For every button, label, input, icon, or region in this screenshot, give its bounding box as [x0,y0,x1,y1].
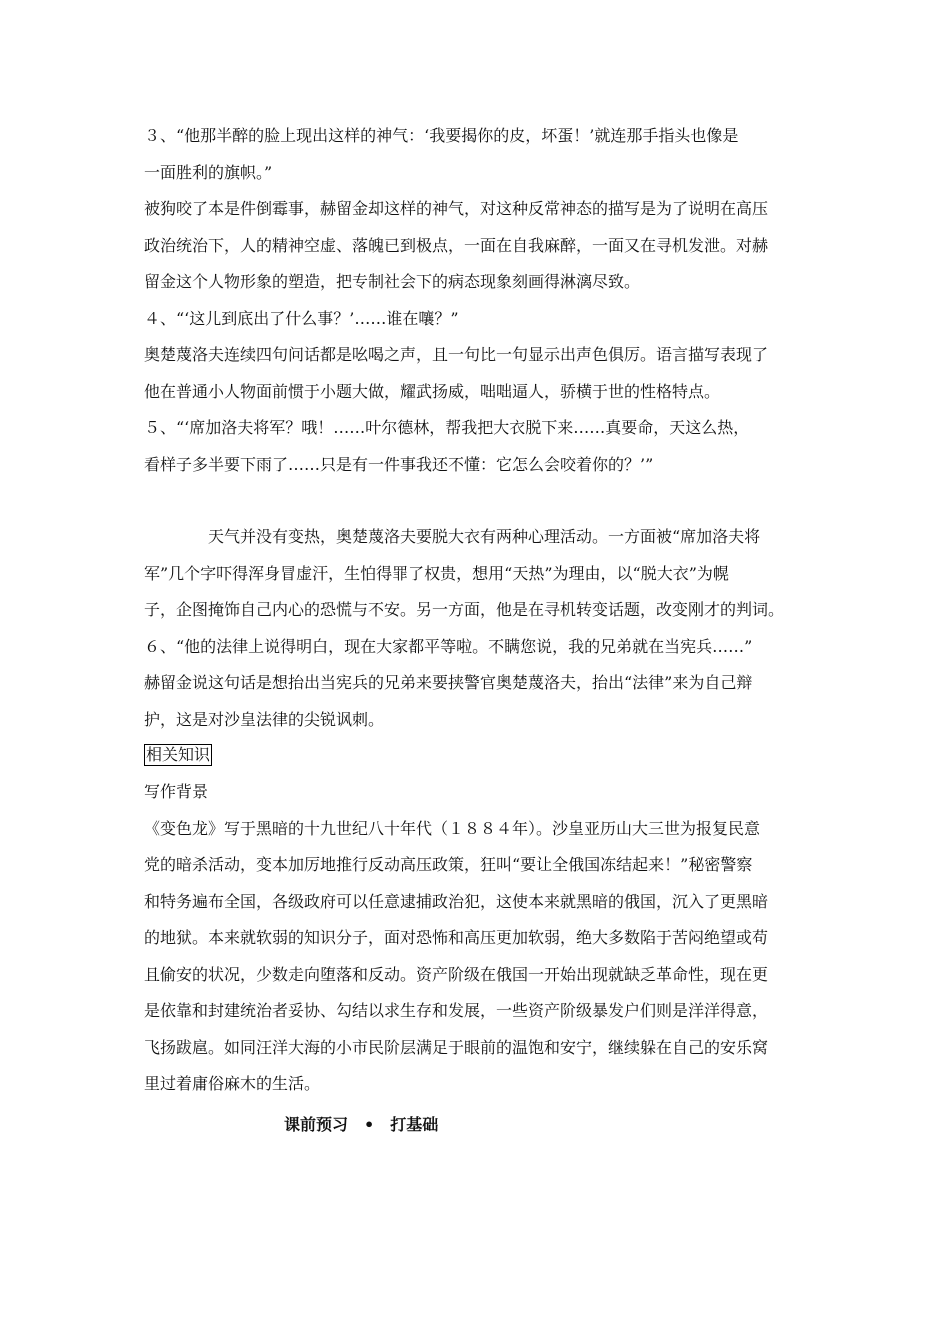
preview-section-title [144,1107,814,1143]
item-5-quote-line-1: ５、“‘席加洛夫将军？哦！……叶尔德林，帮我把大衣脱下来……真要命，天这么热， [144,418,750,437]
background-line-6: 是依靠和封建统治者妥协、勾结以求生存和发展，一些资产阶级暴发户们则是洋洋得意， [144,1001,769,1020]
blank-spacer [144,483,814,519]
background-line-5: 且偷安的状况，少数走向堕落和反动。资产阶级在俄国一开始出现就缺乏革命性，现在更 [144,964,769,984]
item-6-quote-line-1: ６、“他的法律上说得明白，现在大家都平等啦。不瞒您说，我的兄弟就在当宪兵……” [144,636,753,656]
item-5-analysis-line-3: 子，企图掩饰自己内心的恐慌与不安。另一方面，他是在寻机转变话题，改变刚才的判词。 [144,600,785,619]
background-line-8: 里过着庸俗麻木的生活。 [144,1074,321,1093]
item-5-quote-line-2: 看样子多半要下雨了……只是有一件事我还不懂：它怎么会咬着你的？’” [144,454,654,474]
item-3-analysis-line-2: 政治统治下，人的精神空虚、落魄已到极点，一面在自我麻醉，一面又在寻机发泄。对赫 [144,235,769,255]
item-5-analysis-line-2: 军”几个字吓得浑身冒虚汗，生怕得罪了权贵，想用“天热”为理由，以“脱大衣”为幌 [144,563,729,583]
item-4-analysis-line-1: 奥楚蔑洛夫连续四句问话都是吆喝之声，且一句比一句显示出声色俱厉。语言描写表现了 [144,345,769,364]
item-6 [144,629,814,739]
item-5-analysis-line-1: 天气并没有变热，奥楚蔑洛夫要脱大衣有两种心理活动。一方面被“席加洛夫将 [208,527,761,546]
item-3-quote-line-1: ３、“他那半醉的脸上现出这样的神气：‘我要揭你的皮，坏蛋！’就连那手指头也像是 [144,126,739,145]
item-4-analysis-line-2: 他在普通小人物面前惯于小题大做，耀武扬威，咄咄逼人，骄横于世的性格特点。 [144,381,721,401]
item-4 [144,301,814,411]
background-line-2: 党的暗杀活动，变本加厉地推行反动高压政策，狂叫“要让全俄国冻结起来！”秘密警察 [144,855,753,874]
item-3 [144,118,814,301]
item-3-analysis-line-3: 留金这个人物形象的塑造，把专制社会下的病态现象刻画得淋漓尽致。 [144,272,641,291]
item-3-analysis-line-1: 被狗咬了本是件倒霉事，赫留金却这样的神气，对这种反常神态的描写是为了说明在高压 [144,199,769,218]
background-line-3: 和特务遍布全国，各级政府可以任意逮捕政治犯，这使本来就黑暗的俄国，沉入了更黑暗 [144,891,769,911]
item-6-analysis-line-1: 赫留金说这句话是想抬出当宪兵的兄弟来要挟警官奥楚蔑洛夫，抬出“法律”来为自己辩 [144,673,753,692]
item-3-quote-line-2: 一面胜利的旗帜。” [144,162,273,182]
item-5 [144,410,814,629]
bullet-dot: • [364,1114,375,1134]
preview-title-right: 打基础 [390,1114,439,1134]
background-line-1: 《变色龙》写于黑暗的十九世纪八十年代（１８８４年）。沙皇亚历山大三世为报复民意 [144,818,761,838]
background-line-4: 的地狱。本来就软弱的知识分子，面对恐怖和高压更加软弱，绝大多数陷于苦闷绝望或苟 [144,928,769,947]
related-knowledge-section [144,738,814,1103]
background-line-7: 飞扬跋扈。如同汪洋大海的小市民阶层满足于眼前的温饱和安宁，继续躲在自己的安乐窝 [144,1037,769,1057]
related-knowledge-box-label: 相关知识 [146,745,211,764]
preview-title-left: 课前预习 [284,1114,349,1134]
document-page [144,118,814,1143]
writing-background-heading: 写作背景 [144,782,209,801]
item-6-analysis-line-2: 护，这是对沙皇法律的尖锐讽刺。 [144,709,385,729]
item-4-quote-line-1: ４、“‘这儿到底出了什么事？’……谁在嚷？” [144,308,459,328]
